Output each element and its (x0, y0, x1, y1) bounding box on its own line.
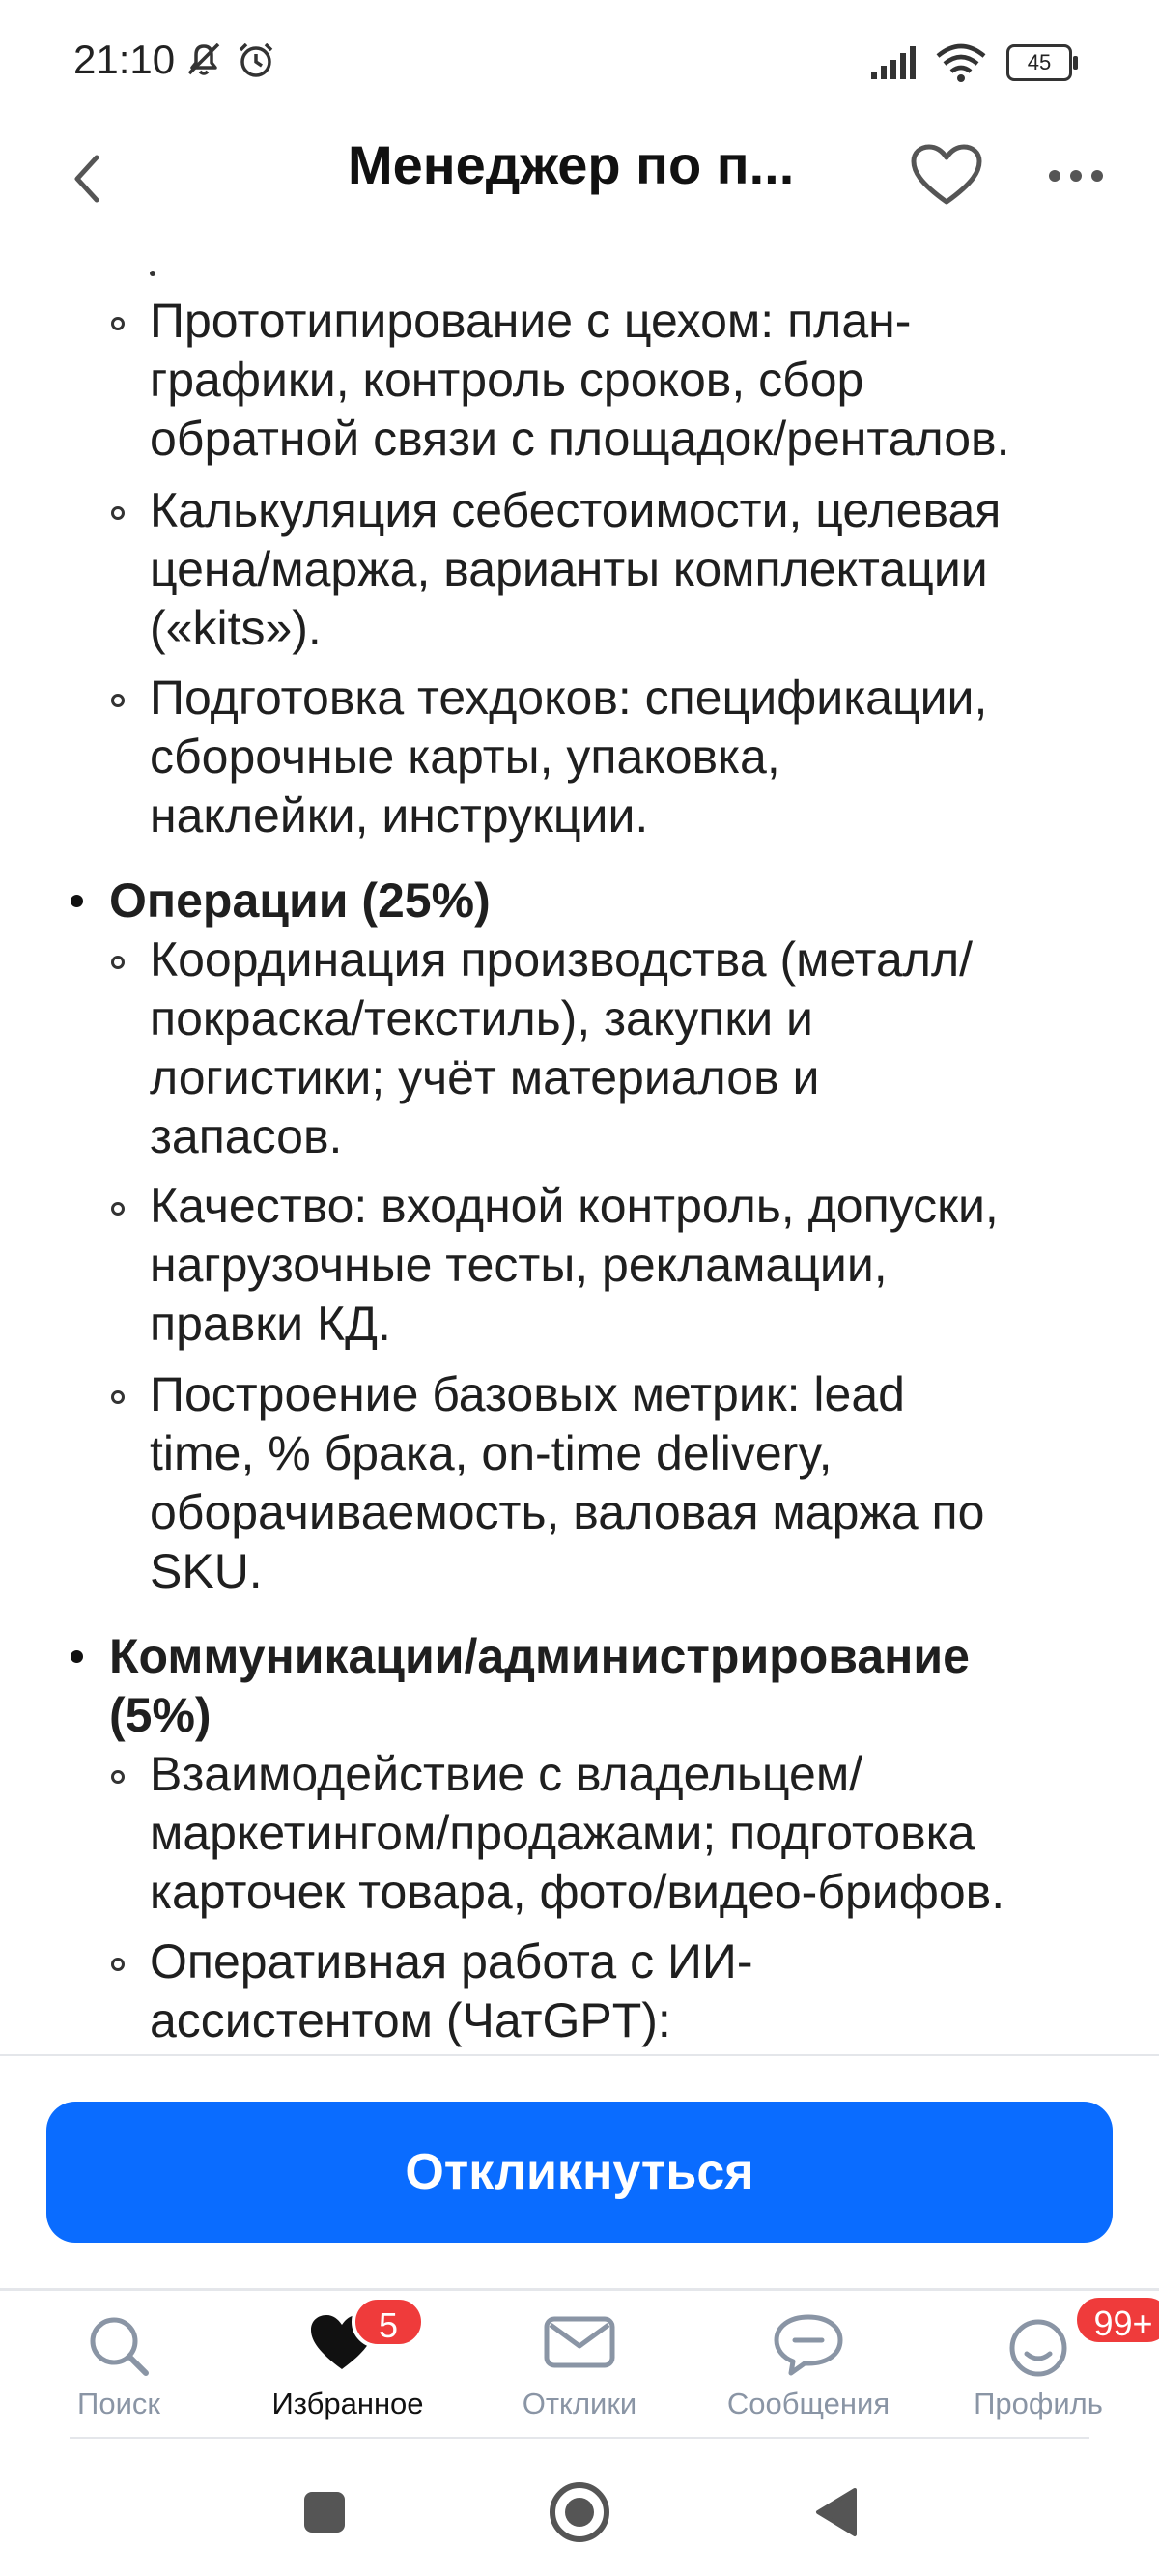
list-subitem-line: («kits»). (150, 601, 322, 655)
list-subitem-line: цена/маржа, варианты комплектации (150, 542, 988, 596)
signal-icon (869, 44, 921, 81)
status-time: 21:10 (73, 37, 176, 82)
list-subitem-line: time, % брака, on-time delivery, (150, 1426, 833, 1480)
more-button[interactable] (1033, 133, 1118, 218)
divider (70, 2437, 1089, 2439)
back-triangle-icon (812, 2486, 861, 2538)
hollow-bullet-icon (111, 694, 125, 707)
page-title: Менеджер по п... (348, 134, 795, 195)
favorite-button[interactable] (904, 133, 989, 218)
divider (0, 2054, 1159, 2056)
section-heading-line: Операции (25%) (109, 873, 491, 928)
list-subitem (150, 1932, 1096, 2050)
recents-square-icon (302, 2490, 347, 2534)
section-heading-line: Коммуникации/администрирование (109, 1629, 970, 1683)
divider (0, 2288, 1159, 2291)
search-icon (84, 2311, 154, 2381)
nav-label: Поиск (77, 2387, 160, 2420)
hollow-bullet-icon (111, 1390, 125, 1404)
alarm-icon (235, 39, 277, 81)
hollow-bullet-icon (111, 956, 125, 969)
hollow-bullet-icon (111, 1958, 125, 1971)
hollow-bullet-icon (111, 317, 125, 330)
recents-button[interactable] (276, 2464, 373, 2561)
hollow-bullet-icon (111, 1770, 125, 1784)
section-heading-line: (5%) (109, 1688, 212, 1742)
list-subitem (150, 930, 1096, 1166)
list-subitem-line: Качество: входной контроль, допуски, (150, 1179, 999, 1233)
chat-icon (772, 2311, 845, 2379)
list-subitem-line: Подготовка техдоков: спецификации, (150, 671, 988, 725)
list-subitem-line: ассистентом (ЧатGPT): (150, 1993, 671, 2047)
nav-item-messages[interactable] (693, 2292, 924, 2437)
list-subitem-line: обратной связи с площадок/ренталов. (150, 412, 1010, 466)
nav-label: Отклики (522, 2387, 637, 2420)
system-back-button[interactable] (788, 2464, 885, 2561)
list-subitem (150, 481, 1096, 658)
chevron-left-icon (68, 150, 106, 208)
list-subitem (150, 1745, 1096, 1922)
list-subitem-line: сборочные карты, упаковка, (150, 730, 780, 784)
list-subitem-line: Калькуляция себестоимости, целевая (150, 483, 1002, 537)
list-subitem-line: Координация производства (металл/ (150, 932, 974, 987)
list-subitem-line: оборачиваемость, валовая маржа по (150, 1485, 985, 1539)
hollow-bullet-icon (111, 506, 125, 520)
mail-icon (543, 2311, 616, 2373)
bottom-nav (0, 2292, 1159, 2437)
list-subitem-line: запасов. (150, 1109, 343, 1163)
nav-label: Избранное (271, 2387, 424, 2420)
list-subitem (150, 292, 1096, 469)
bullet-dot-icon (71, 1650, 83, 1663)
section-heading (109, 1627, 1075, 1745)
system-nav (0, 2445, 1159, 2576)
bell-off-icon (184, 39, 224, 79)
nav-label: Сообщения (726, 2387, 890, 2420)
list-subitem (150, 1177, 1096, 1354)
list-subitem-line: правки КД. (150, 1297, 391, 1351)
list-subitem-line: графики, контроль сроков, сбор (150, 353, 864, 407)
list-item-remnant (150, 271, 155, 276)
list-subitem-line: покраска/текстиль), закупки и (150, 991, 813, 1045)
list-subitem-line: логистики; учёт материалов и (150, 1050, 820, 1104)
status-bar (0, 0, 1159, 126)
home-button[interactable] (531, 2464, 628, 2561)
list-subitem (150, 669, 1096, 845)
bullet-dot-icon (71, 895, 83, 907)
favorites-badge: 5 (352, 2296, 425, 2348)
list-subitem-line: карточек товара, фото/видео-брифов. (150, 1865, 1005, 1919)
list-subitem (150, 1365, 1096, 1601)
vacancy-description (0, 242, 1159, 2058)
list-subitem-line: SKU. (150, 1544, 263, 1598)
list-subitem-line: маркетингом/продажами; подготовка (150, 1806, 975, 1860)
battery-icon: 45 (1006, 44, 1072, 81)
apply-button[interactable]: Откликнуться (46, 2102, 1113, 2243)
list-subitem-line: наклейки, инструкции. (150, 788, 649, 843)
more-dots-icon (1047, 168, 1105, 184)
profile-badge: 99+ (1073, 2294, 1159, 2346)
list-subitem-line: Оперативная работа с ИИ- (150, 1934, 753, 1989)
list-subitem-line: нагрузочные тесты, рекламации, (150, 1238, 888, 1292)
list-subitem-line: Прототипирование с цехом: план- (150, 294, 912, 348)
home-circle-icon (548, 2480, 611, 2544)
back-button[interactable] (48, 135, 126, 222)
nav-label: Профиль (974, 2387, 1103, 2420)
section-heading (109, 872, 1075, 930)
list-subitem-line: Взаимодействие с владельцем/ (150, 1747, 863, 1801)
hollow-bullet-icon (111, 1202, 125, 1216)
nav-item-search[interactable] (3, 2292, 235, 2437)
profile-icon (1004, 2311, 1073, 2381)
wifi-icon (935, 43, 987, 83)
nav-item-profile[interactable] (922, 2292, 1154, 2437)
nav-item-responses[interactable] (464, 2292, 695, 2437)
nav-item-favorites[interactable] (232, 2292, 464, 2437)
heart-outline-icon (910, 144, 983, 208)
list-subitem-line: Построение базовых метрик: lead (150, 1367, 905, 1421)
app-header (0, 116, 1159, 242)
